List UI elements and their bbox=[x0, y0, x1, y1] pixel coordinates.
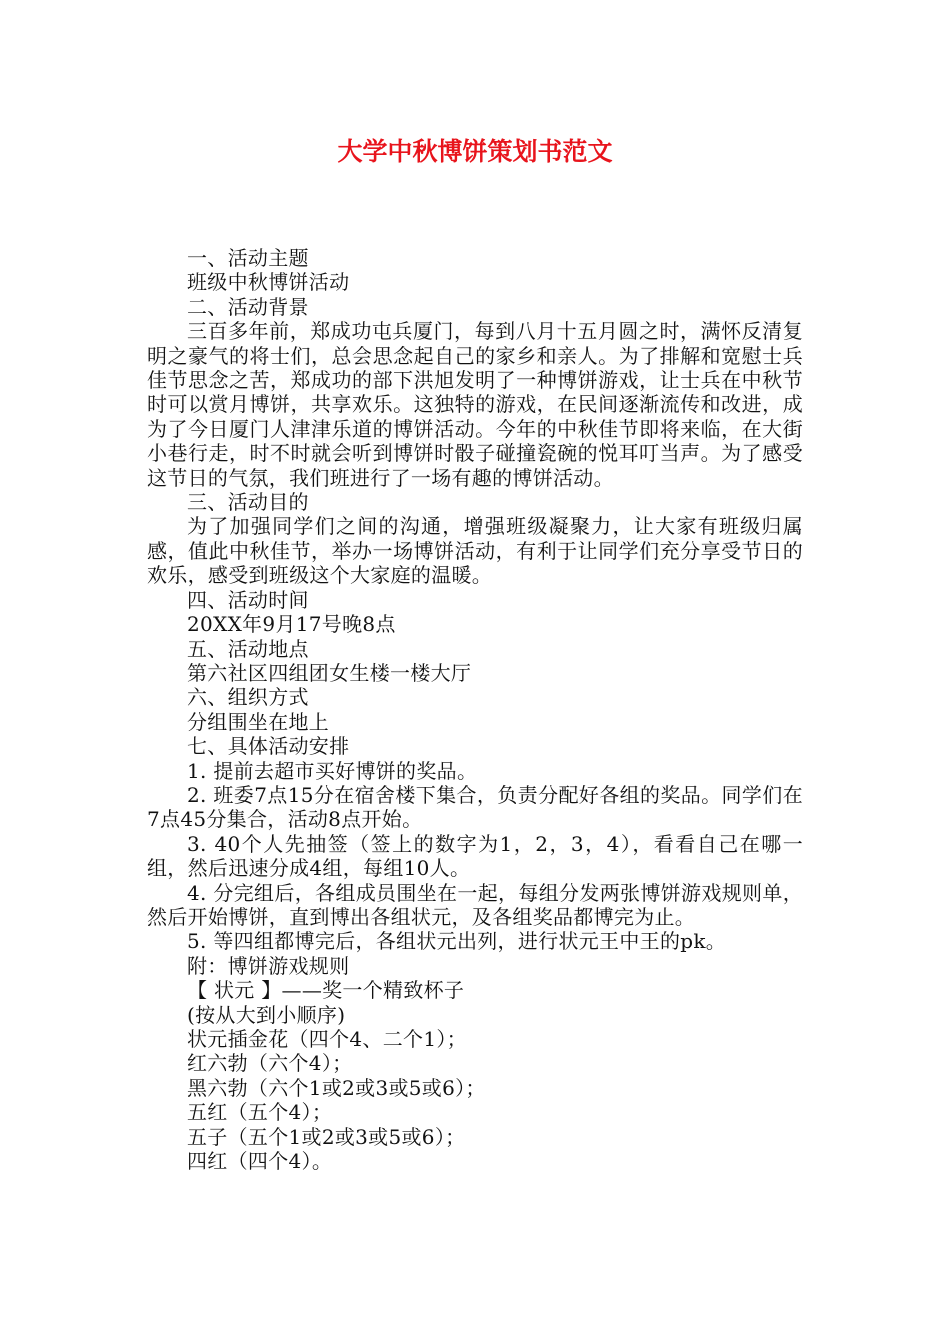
organization-text: 分组围坐在地上 bbox=[187, 709, 330, 734]
time-text: 20XX年9月17号晚8点 bbox=[187, 612, 396, 637]
document-title: 大学中秋博饼策划书范文 bbox=[337, 137, 613, 166]
rule-item-3: 黑六勃（六个1或2或3或5或6）； bbox=[187, 1075, 486, 1100]
section-heading-organization: 六、组织方式 bbox=[187, 685, 309, 710]
rule-item-2: 红六勃（六个4）； bbox=[187, 1051, 353, 1076]
rule-champion: 【 状元 】——奖一个精致杯子 bbox=[187, 978, 465, 1003]
arrangement-step-2: 2. 班委7点15分在宿舍楼下集合，负责分配好各组的奖品。同学们在7点45分集合，活动8点开始。 bbox=[147, 782, 803, 832]
theme-text: 班级中秋博饼活动 bbox=[187, 270, 350, 295]
arrangement-step-4: 4. 分完组后，各组成员围坐在一起，每组分发两张博饼游戏规则单，然后开始博饼，直到博出各组状元，及各组奖品都博完为止。 bbox=[147, 880, 803, 929]
rule-item-1: 状元插金花（四个4、二个1）； bbox=[187, 1027, 467, 1051]
section-heading-background: 二、活动背景 bbox=[187, 294, 309, 319]
section-heading-arrangement: 七、具体活动安排 bbox=[187, 734, 350, 759]
section-heading-purpose: 三、活动目的 bbox=[187, 490, 309, 515]
background-text: 三百多年前，郑成功屯兵厦门，每到八月十五月圆之时，满怀反清复明之豪气的将士们，总会思念起自己的家乡和亲人。为了排解和宽慰士兵佳节思念之苦，郑成功的部下洪旭发明了一种博饼游戏，让士兵在中秋节时可以赏月博饼，共享欢乐。这独特的游戏，在民间逐渐流传和改进，成为了今日厦门人津津乐道的博饼活动。今年的中秋佳节即将来临，在大街小巷行走，时不时就会听到博饼时骰子碰撞瓷碗的悦耳叮当声。为了感受这节日的气氛，我们班进行了一场有趣的博饼活动。 bbox=[147, 319, 803, 490]
section-heading-theme: 一、活动主题 bbox=[187, 246, 309, 270]
appendix-heading: 附：博饼游戏规则 bbox=[187, 953, 350, 978]
location-text: 第六社区四组团女生楼一楼大厅 bbox=[187, 660, 472, 685]
rule-item-5: 五子（五个1或2或3或5或6）； bbox=[187, 1124, 466, 1149]
rule-item-6: 四红（四个4）。 bbox=[187, 1149, 333, 1174]
arrangement-step-3: 3. 40个人先抽签（签上的数字为1，2，3，4），看看自己在哪一组，然后迅速分成4组，每组10人。 bbox=[147, 831, 803, 881]
purpose-text: 为了加强同学们之间的沟通，增强班级凝聚力，让大家有班级归属感，值此中秋佳节，举办一场博饼活动，有利于让同学们充分享受节日的欢乐，感受到班级这个大家庭的温暖。 bbox=[147, 514, 803, 588]
arrangement-step-1: 1. 提前去超市买好博饼的奖品。 bbox=[187, 758, 478, 783]
section-heading-time: 四、活动时间 bbox=[187, 587, 309, 612]
section-heading-location: 五、活动地点 bbox=[187, 636, 309, 661]
rule-order-note: (按从大到小顺序) bbox=[187, 1002, 346, 1027]
document-body bbox=[147, 246, 803, 1173]
rule-item-4: 五红（五个4）； bbox=[187, 1100, 333, 1125]
arrangement-step-5: 5. 等四组都博完后，各组状元出列，进行状元王中王的pk。 bbox=[187, 929, 727, 954]
